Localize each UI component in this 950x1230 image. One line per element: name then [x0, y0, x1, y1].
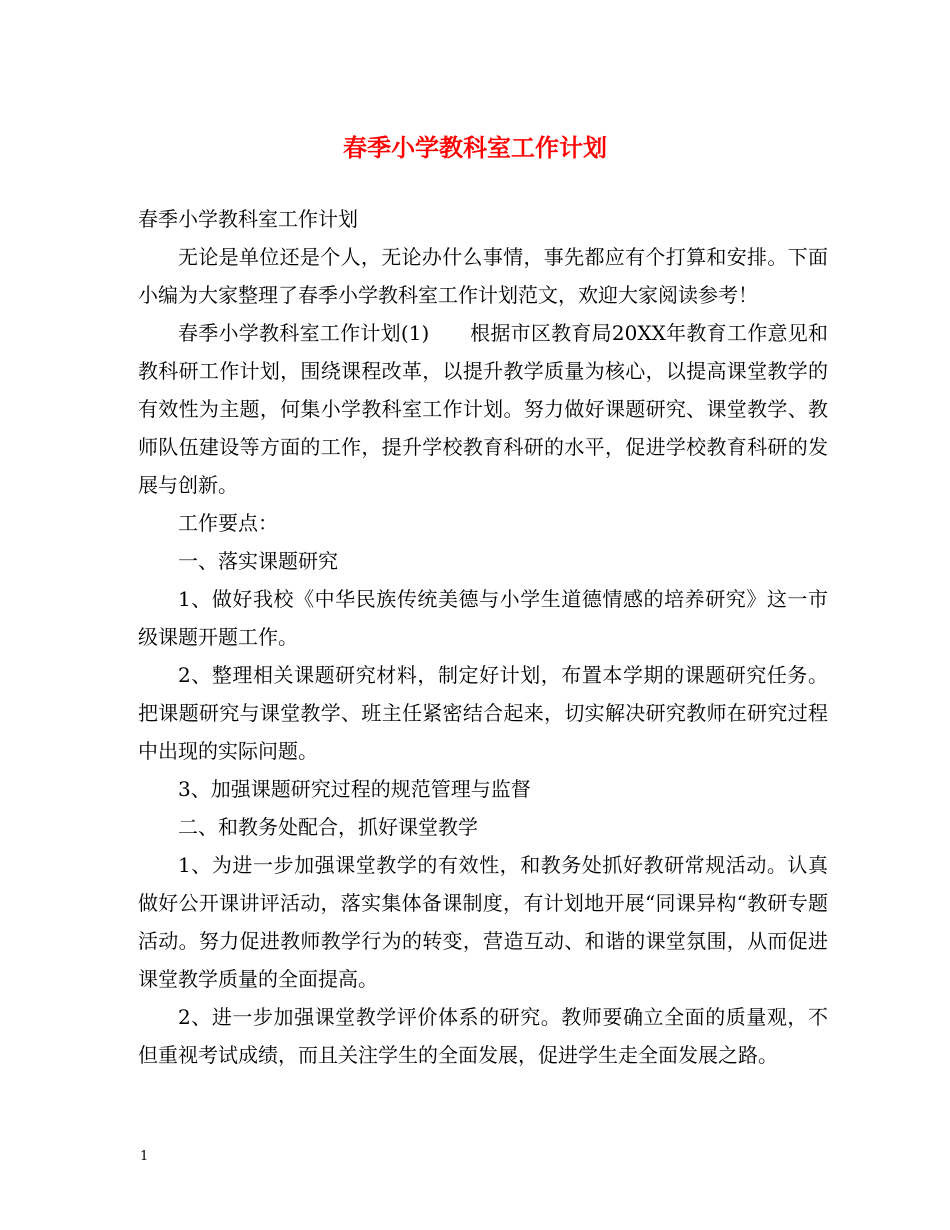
paragraph-work-points-heading: 工作要点： — [178, 511, 278, 535]
paragraph-section-two-item-1: 1、为进一步加强课堂教学的有效性，和教务处抓好教研常规活动。认真做好公开课讲评活动，落实集体备课制度，有计划地开展“同课异构“教研专题活动。努力促进教师教学行为的转变，营造互动、和谐的课堂氛围，从而促进课堂教学质量的全面提高。 — [138, 853, 828, 991]
page-number: 1 — [140, 1149, 149, 1164]
paragraph-intro: 无论是单位还是个人，无论办什么事情，事先都应有个打算和安排。下面小编为大家整理了春季小学教科室工作计划范文，欢迎大家阅读参考！ — [138, 245, 828, 307]
paragraph-section-one-item-3: 3、加强课题研究过程的规范管理与监督 — [178, 777, 531, 801]
paragraph-plan-overview: 春季小学教科室工作计划(1) 根据市区教育局20XX年教育工作意见和教科研工作计划，围绕课程改革，以提升教学质量为核心，以提高课堂教学的有效性为主题，何集小学教科室工作计划。努力做好课题研究、课堂教学、教师队伍建设等方面的工作，提升学校教育科研的水平，促进学校教育科研的发展与创新。 — [138, 321, 828, 497]
paragraph-section-two-heading: 二、和教务处配合，抓好课堂教学 — [178, 815, 478, 839]
paragraph-section-two-item-2: 2、进一步加强课堂教学评价体系的研究。教师要确立全面的质量观，不但重视考试成绩，而且关注学生的全面发展，促进学生走全面发展之路。 — [138, 1005, 828, 1067]
document-body — [138, 200, 828, 1074]
paragraph-section-one-item-1: 1、做好我校《中华民族传统美德与小学生道德情感的培养研究》这一市级课题开题工作。 — [138, 587, 828, 649]
paragraph-section-one-item-2: 2、整理相关课题研究材料，制定好计划，布置本学期的课题研究任务。把课题研究与课堂教学、班主任紧密结合起来，切实解决研究教师在研究过程中出现的实际问题。 — [138, 663, 828, 763]
document-title: 春季小学教科室工作计划 — [343, 133, 607, 162]
paragraph-section-one-heading: 一、落实课题研究 — [178, 549, 338, 573]
paragraph-subtitle: 春季小学教科室工作计划 — [138, 207, 358, 231]
